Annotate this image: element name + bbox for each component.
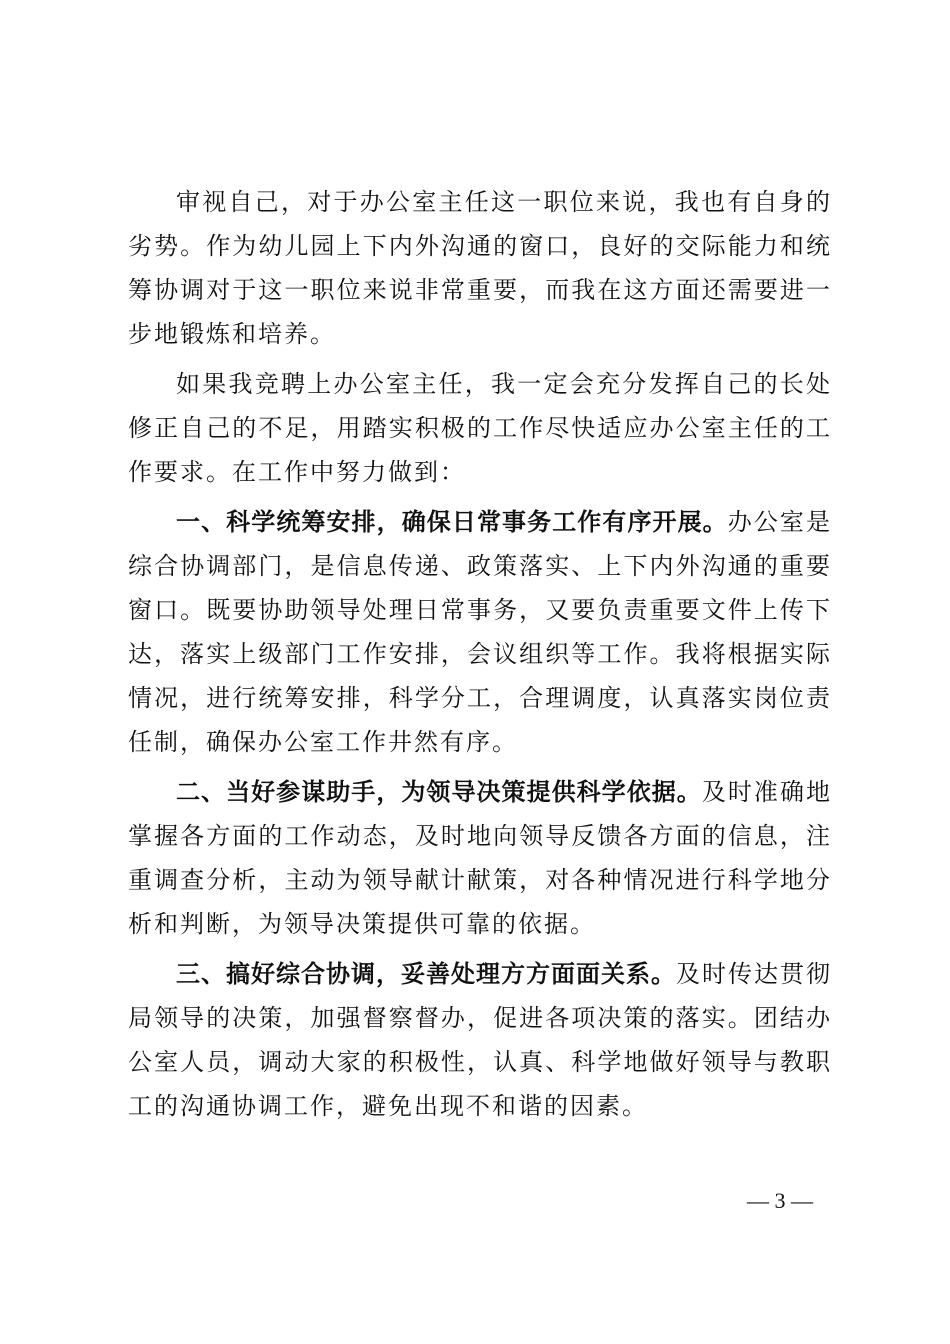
page-number: — 3 — bbox=[747, 1188, 813, 1213]
paragraph-heading-three: 三、搞好综合协调，妥善处理方方面面关系。 bbox=[176, 960, 676, 988]
paragraph-text: 及时传达贯彻局领导的决策，加强督察督办，促进各项决策的落实。团结办公室人员，调动大家的积极性，认真、科学地做好领导与教职工的沟通协调工作，避免出现不和谐的因素。 bbox=[128, 960, 832, 1120]
paragraph-point-two bbox=[128, 770, 832, 946]
paragraph-text: 审视自己，对于办公室主任这一职位来说，我也有自身的劣势。作为幼儿园上下内外沟通的窗口，良好的交际能力和统筹协调对于这一职位来说非常重要，而我在这方面还需要进一步地锻炼和培养。 bbox=[128, 188, 832, 348]
paragraph-text: 如果我竞聘上办公室主任，我一定会充分发挥自己的长处修正自己的不足，用踏实积极的工作尽快适应办公室主任的工作要求。在工作中努力做到： bbox=[128, 370, 832, 486]
paragraph-point-one bbox=[128, 500, 832, 764]
document-body bbox=[128, 180, 832, 1134]
paragraph-commitment bbox=[128, 362, 832, 494]
paragraph-point-three bbox=[128, 952, 832, 1128]
paragraph-text: 办公室是综合协调部门，是信息传递、政策落实、上下内外沟通的重要窗口。既要协助领导处理日常事务，又要负责重要文件上传下达，落实上级部门工作安排，会议组织等工作。我将根据实际情况，进行统筹安排，科学分工，合理调度，认真落实岗位责任制，确保办公室工作井然有序。 bbox=[128, 508, 833, 756]
paragraph-heading-one: 一、科学统筹安排，确保日常事务工作有序开展。 bbox=[176, 508, 728, 536]
paragraph-self-review bbox=[128, 180, 832, 356]
paragraph-heading-two: 二、当好参谋助手，为领导决策提供科学依据。 bbox=[176, 778, 702, 806]
paragraph-text: 及时准确地掌握各方面的工作动态，及时地向领导反馈各方面的信息，注重调查分析，主动为领导献计献策，对各种情况进行科学地分析和判断，为领导决策提供可靠的依据。 bbox=[128, 778, 833, 938]
